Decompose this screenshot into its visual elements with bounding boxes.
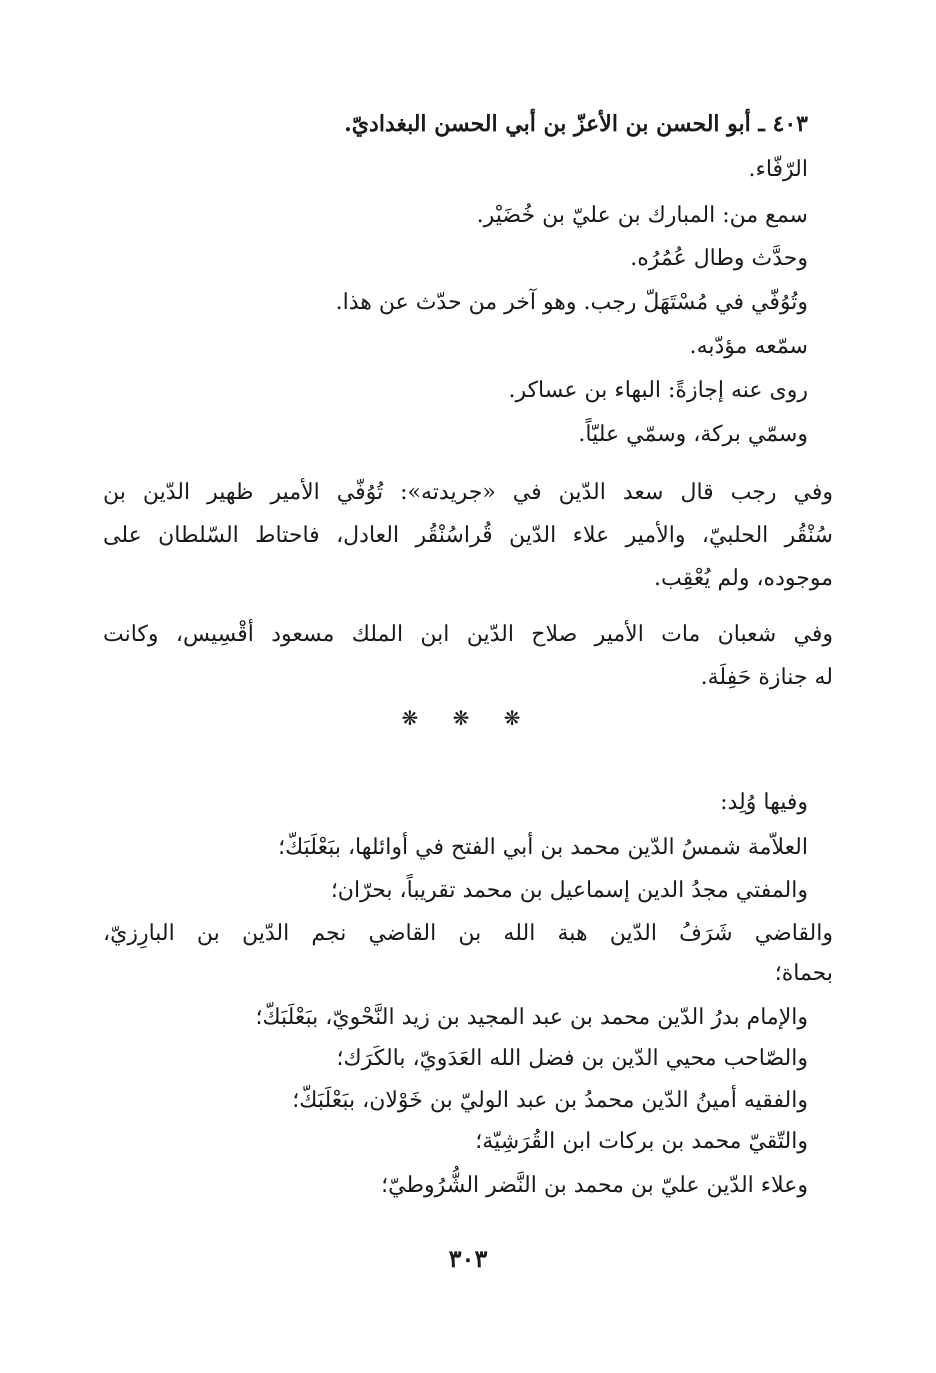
births-item: وعلاء الدّين عليّ بن محمد بن النَّضر الشُّرُوطيّ؛: [381, 1173, 808, 1198]
entry-line: الرّفّاء.: [748, 157, 808, 182]
entry-line: وسمّي بركة، وسمّي عليّاً.: [578, 422, 808, 447]
section-separator: ❋ ❋ ❋: [401, 706, 535, 730]
births-item: والصّاحب محيي الدّين بن فضل الله العَدَويّ، بالكَرَك؛: [336, 1046, 808, 1071]
births-item: والفقيه أمينُ الدّين محمدُ بن عبد الوليّ بن خَوْلان، ببَعْلَبَكّ؛: [292, 1088, 808, 1113]
births-item: والقاضي شَرَفُ الدّين هبة الله بن القاضي نجم الدّين بن البارِزيّ،: [103, 921, 833, 946]
paragraph-line: وفي شعبان مات الأمير صلاح الدّين ابن الملك مسعود أقْسِيس، وكانت: [103, 622, 833, 647]
entry-line: سمع من: المبارك بن عليّ بن خُضَيْر.: [476, 203, 808, 228]
entry-line: سمّعه مؤدّبه.: [689, 334, 808, 359]
births-item: والإمام بدرُ الدّين محمد بن عبد المجيد بن زيد النَّحْويّ، ببَعْلَبَكّ؛: [255, 1005, 808, 1030]
entry-line: وتُوُفّي في مُسْتَهَلّ رجب. وهو آخر من حدّث عن هذا.: [335, 290, 808, 315]
entry-line: روى عنه إجازةً: البهاء بن عساكر.: [508, 378, 808, 403]
births-item: والتّقيّ محمد بن بركات ابن القُرَشِيّة؛: [475, 1129, 808, 1154]
page-number: ٣٠٣: [448, 1244, 488, 1273]
births-item: والمفتي مجدُ الدين إسماعيل بن محمد تقريباً، بحرّان؛: [330, 878, 808, 903]
paragraph-line: له جنازة حَفِلَة.: [700, 665, 833, 690]
entry-heading: ٤٠٣ ـ أبو الحسن بن الأعزّ بن أبي الحسن البغداديّ.: [344, 111, 808, 137]
births-item-continuation: بحماة؛: [774, 961, 833, 986]
births-intro: وفيها وُلِد:: [720, 790, 808, 815]
paragraph-line: وفي رجب قال سعد الدّين في «جريدته»: تُوُفّي الأمير ظهير الدّين بن: [103, 480, 833, 505]
births-item: العلاّمة شمسُ الدّين محمد بن أبي الفتح في أوائلها، ببَعْلَبَكّ؛: [278, 835, 808, 860]
entry-line: وحدَّث وطال عُمُرُه.: [630, 246, 808, 271]
paragraph-line: موجوده، ولم يُعْقِب.: [654, 566, 833, 591]
paragraph-line: سُنْقُر الحلبيّ، والأمير علاء الدّين قُراسُنْقُر العادل، فاحتاط السّلطان على: [103, 523, 833, 548]
